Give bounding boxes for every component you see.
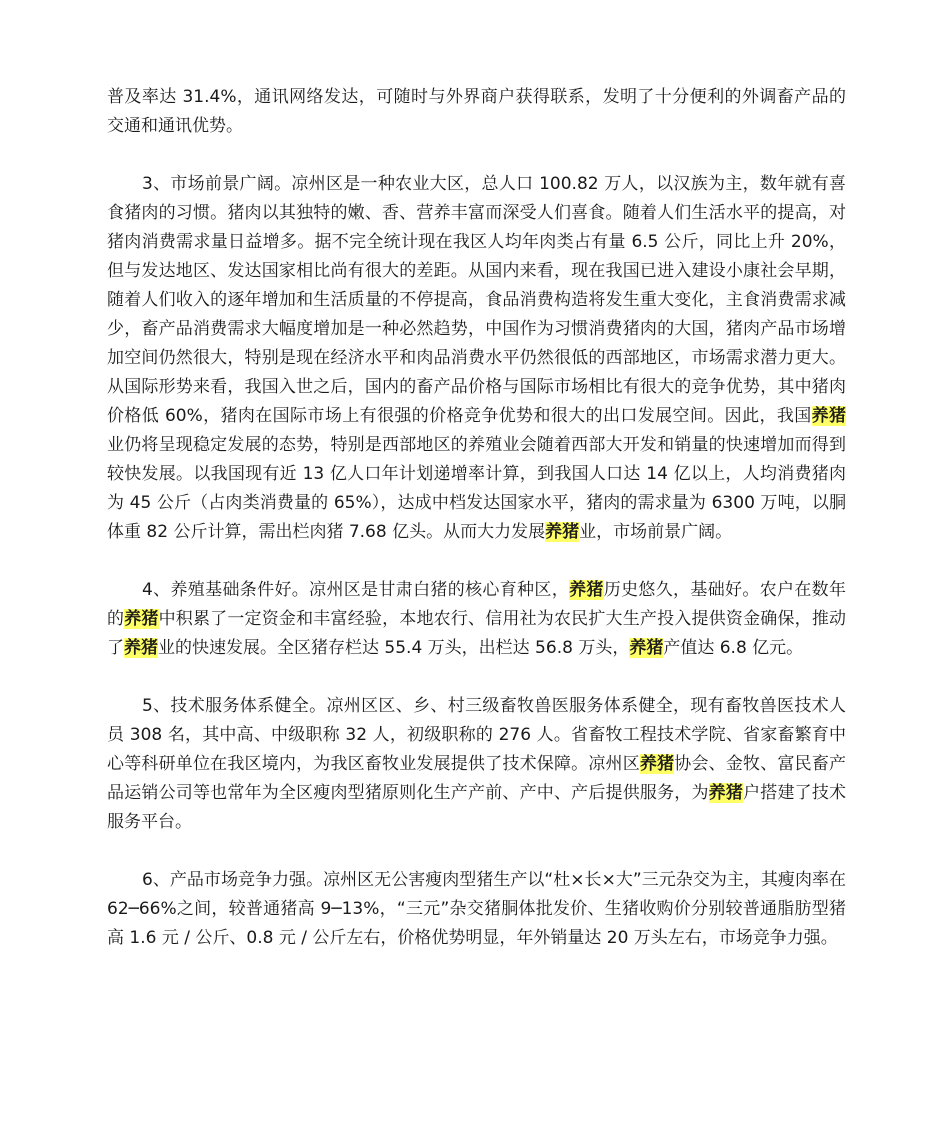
highlighted-keyword: 养猪 <box>545 522 580 542</box>
text-segment: 产值达 6.8 亿元。 <box>663 638 804 658</box>
text-segment: 业，市场前景广阔。 <box>579 522 733 542</box>
paragraph <box>107 170 846 547</box>
text-segment: 中积累了一定资金和丰富经验，本地农行、信用社为农民扩大生产投入提供资金确保，推动了 <box>107 609 847 658</box>
highlighted-keyword: 养猪 <box>629 638 664 658</box>
text-segment: 户搭建了技术服务平台。 <box>107 783 847 832</box>
text-segment: 6、产品市场竞争力强。凉州区无公害瘦肉型猪生产以“杜×长×大”三元杂交为主，其瘦肉率在 62─66%之间，较普通猪高 9─13%，“三元”杂交猪胴体批发价、生猪收购价分别较普通脂肪型猪高 1.6 元 / 公斤、0.8 元 / 公斤左右，价格优势明显，年外销量达 20 万头左右，市场竞争力强。 <box>107 870 846 948</box>
text-segment: 5、技术服务体系健全。凉州区区、乡、村三级畜牧兽医服务体系健全，现有畜牧兽医技术人员 308 名，其中高、中级职称 32 人，初级职称的 276 人。省畜牧工程技术学院、省家畜繁育中心等科研单位在我区境内，为我区畜牧业发展提供了技术保障。凉州区 <box>107 696 846 774</box>
highlighted-keyword: 养猪 <box>124 609 159 629</box>
paragraph <box>107 866 846 953</box>
paragraph <box>107 692 846 837</box>
text-segment: 历史悠久，基础好。农户在数年的 <box>107 580 847 629</box>
text-segment: 普及率达 31.4%，通讯网络发达，可随时与外界商户获得联系，发明了十分便利的外调畜产品的交通和通讯优势。 <box>107 87 846 136</box>
text-segment: 业仍将呈现稳定发展的态势，特别是西部地区的养殖业会随着西部大开发和销量的快速增加而得到较快发展。以我国现有近 13 亿人口年计划递增率计算，到我国人口达 14 亿以上，人均消费猪肉为 45 公斤（占肉类消费量的 65%），达成中档发达国家水平，猪肉的需求量为 6300 万吨，以胴体重 82 公斤计算，需出栏肉猪 7.68 亿头。从而大力发展 <box>107 435 846 542</box>
document-body <box>107 83 846 953</box>
text-segment: 业的快速发展。全区猪存栏达 55.4 万头，出栏达 56.8 万头， <box>158 638 630 658</box>
highlighted-keyword: 养猪 <box>124 638 158 658</box>
highlighted-keyword: 养猪 <box>569 580 604 600</box>
paragraph <box>107 83 846 141</box>
highlighted-keyword: 养猪 <box>639 754 675 774</box>
highlighted-keyword: 养猪 <box>708 783 744 803</box>
text-segment: 3、市场前景广阔。凉州区是一种农业大区，总人口 100.82 万人，以汉族为主，数年就有喜食猪肉的习惯。猪肉以其独特的嫩、香、营养丰富而深受人们喜食。随着人们生活水平的提高，对猪肉消费需求量日益增多。据不完全统计现在我区人均年肉类占有量 6.5 公斤，同比上升 20%，但与发达地区、发达国家相比尚有很大的差距。从国内来看，现在我国已进入建设小康社会早期，随着人们收入的逐年增加和生活质量的不停提高，食品消费构造将发生重大变化，主食消费需求减少，畜产品消费需求大幅度增加是一种必然趋势，中国作为习惯消费猪肉的大国，猪肉产品市场增加空间仍然很大，特别是现在经济水平和肉品消费水平仍然很低的西部地区，市场需求潜力更大。从国际形势来看，我国入世之后，国内的畜产品价格与国际市场相比有很大的竞争优势，其中猪肉价格低 60%，猪肉在国际市场上有很强的价格竞争优势和很大的出口发展空间。因此，我国 <box>107 174 846 426</box>
text-segment: 协会、金牧、富民畜产品运销公司等也常年为全区瘦肉型猪原则化生产产前、产中、产后提供服务，为 <box>107 754 847 803</box>
text-segment: 4、养殖基础条件好。凉州区是甘肃白猪的核心育种区， <box>142 580 570 600</box>
paragraph <box>107 576 846 663</box>
highlighted-keyword: 养猪 <box>811 406 847 426</box>
